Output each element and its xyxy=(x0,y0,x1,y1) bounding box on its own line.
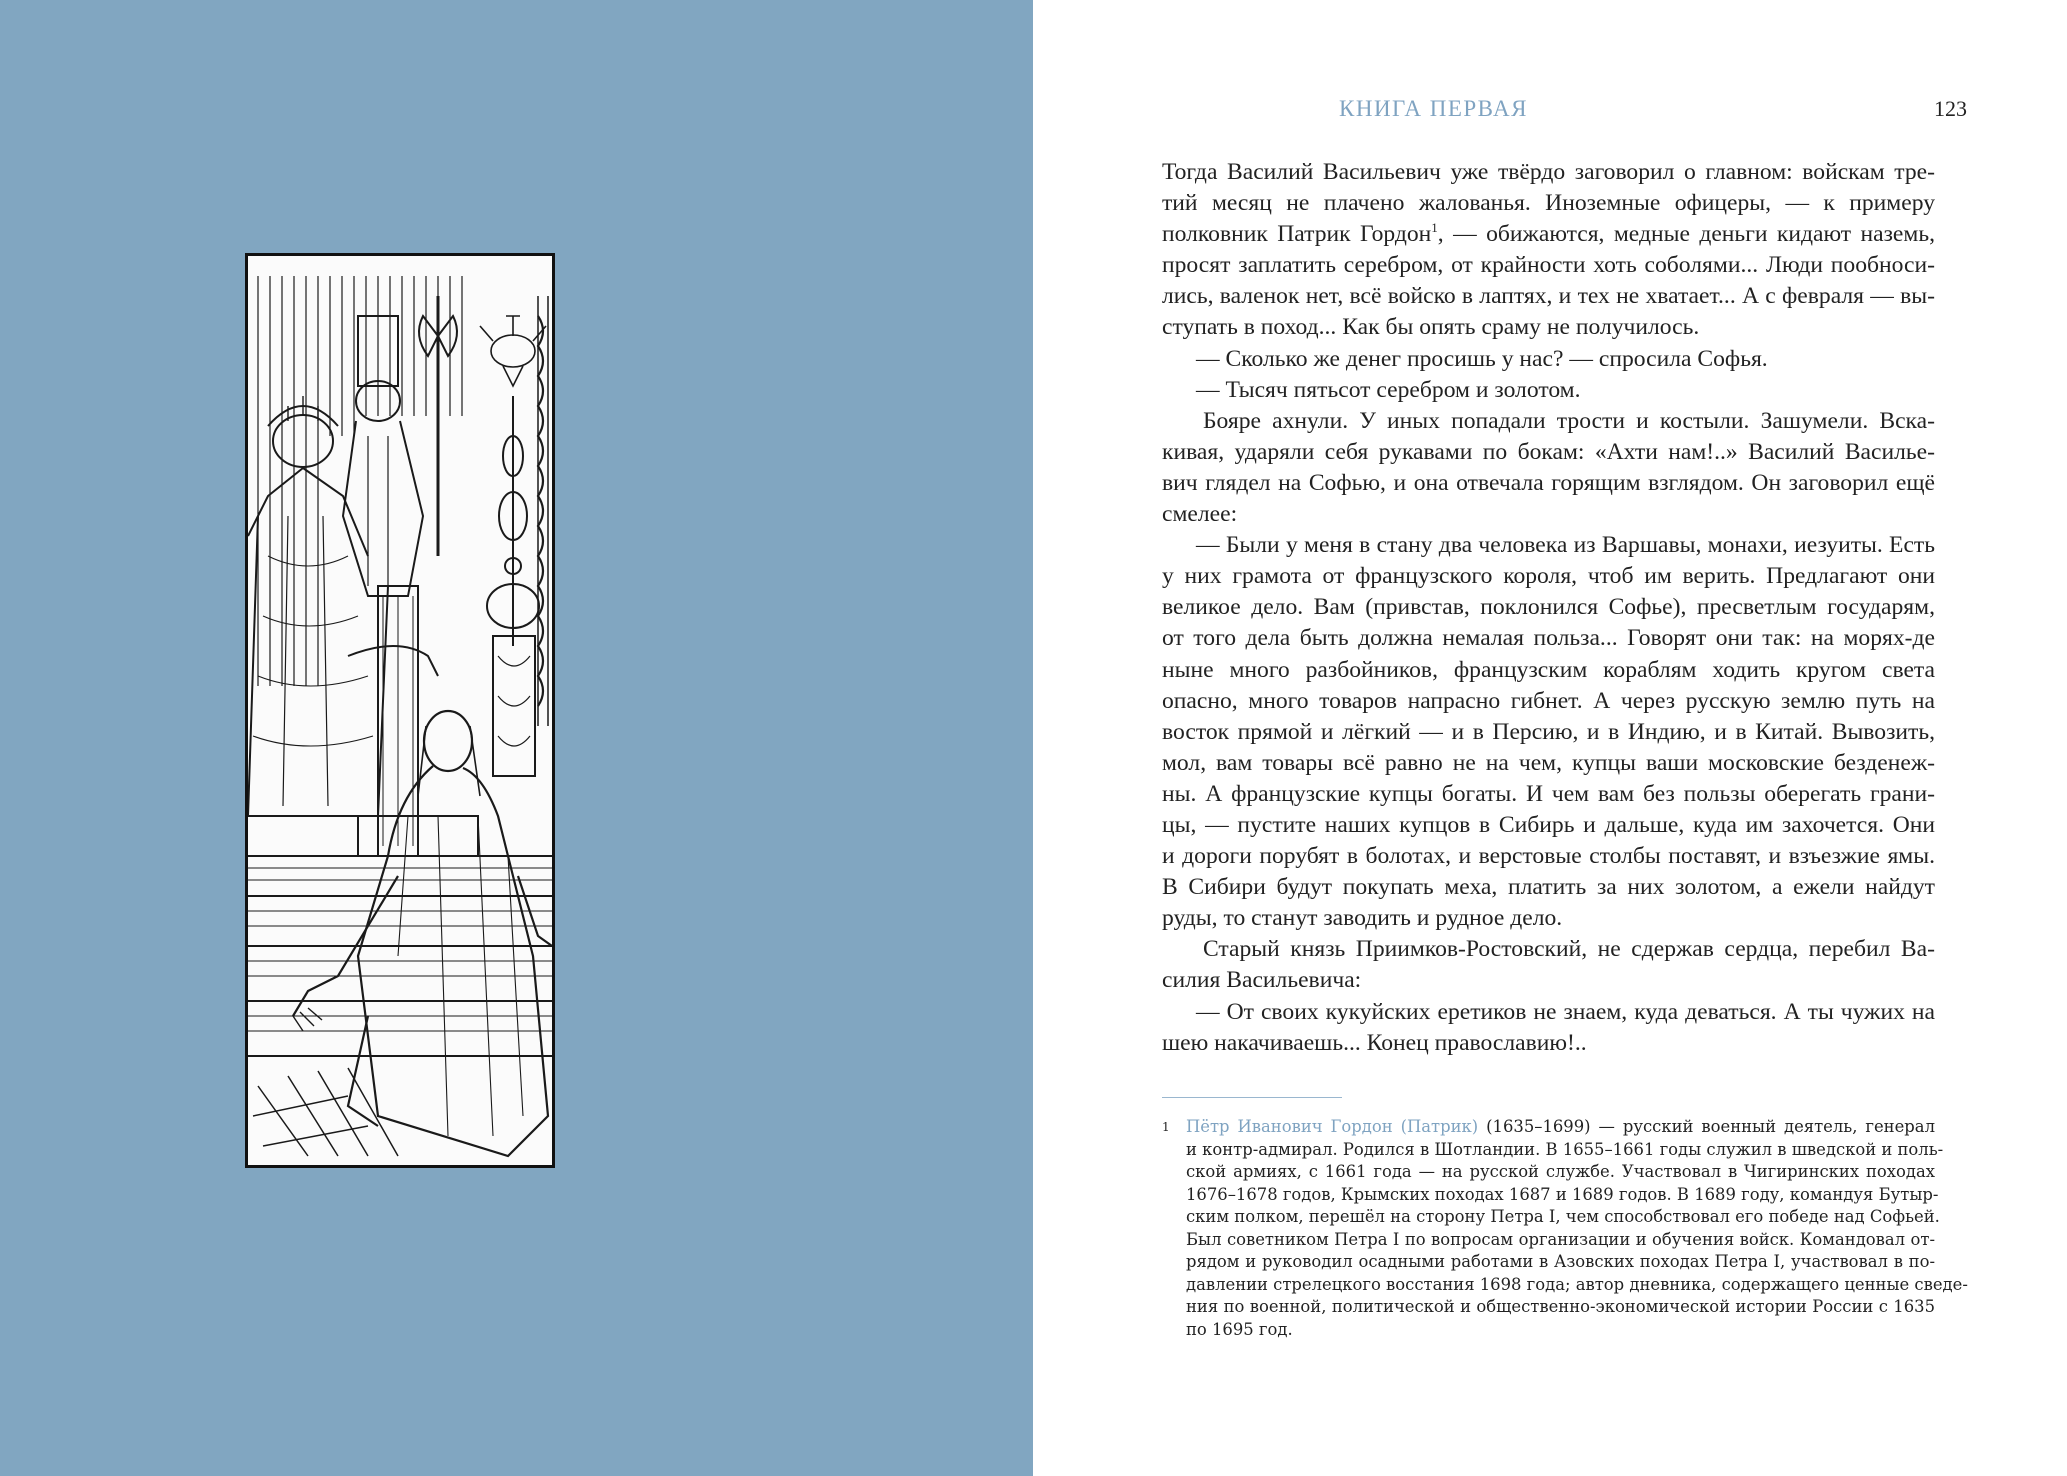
text-line: Тогда Василий Васильевич уже твёрдо заговорил о главном: войскам тре- xyxy=(1162,159,1935,185)
text-line: опасно, много товаров напрасно гибнет. А через русскую землю путь на xyxy=(1162,687,1935,714)
engraving-illustration-icon xyxy=(248,256,552,1165)
text-line: шею накачиваешь... Конец православию!.. xyxy=(1162,1029,1587,1056)
text-line: мол, вам товары всё равно не на чем, купцы ваши московские безденеж- xyxy=(1162,749,1935,776)
page-number: 123 xyxy=(1934,96,1967,121)
text-fragment: , — обижаются, медные деньги кидают наземь, xyxy=(1437,221,1935,248)
text-fragment: полковник Патрик Гордон xyxy=(1162,221,1432,248)
text-line: у них грамота от французского короля, чтоб им верить. Предлагают они xyxy=(1162,563,1935,590)
body-text xyxy=(1162,157,1935,1059)
text-line: смелее: xyxy=(1162,501,1238,528)
footnote-divider xyxy=(1162,1097,1342,1098)
text-line: — От своих кукуйских еретиков не знаем, куда деваться. А ты чужих на xyxy=(1196,998,1935,1025)
text-line: — Были у меня в стану два человека из Варшавы, монахи, иезуиты. Есть xyxy=(1196,532,1935,559)
footnote-line: Был советником Петра I по вопросам организации и обучения войск. Командовал от- xyxy=(1186,1229,1935,1249)
text-line: лись, валенок нет, всё войско в лаптях, и тех не хватает... А с февраля — вы- xyxy=(1162,283,1935,310)
footnote-line: 1676–1678 годов, Крымских походах 1687 и 1689 годов. В 1689 году, командуя Бутыр- xyxy=(1186,1184,1939,1204)
running-head: КНИГА ПЕРВАЯ xyxy=(1339,96,1529,121)
footnote-line: и контр-адмирал. Родился в Шотландии. В 1655–1661 годы служил в шведской и поль- xyxy=(1186,1139,1944,1159)
text-line: кивая, ударяли себя рукавами по бокам: «Ахти нам!..» Василий Василье- xyxy=(1162,438,1935,465)
right-page xyxy=(1033,0,2067,1476)
text-line: ныне много разбойников, французским кораблям ходить кругом света xyxy=(1162,656,1935,683)
text-line: В Сибири будут покупать меха, платить за них золотом, а ежели найдут xyxy=(1162,874,1935,901)
footnote-line: давлении стрелецкого восстания 1698 года; автор дневника, содержащего ценные сведе- xyxy=(1186,1274,1968,1294)
text-line-with-footnote-ref xyxy=(1162,219,1935,250)
text-line: — Тысяч пятьсот серебром и золотом. xyxy=(1196,376,1581,403)
left-page xyxy=(0,0,1033,1476)
text-line: великое дело. Вам (привстав, поклонился Софье), пресветлым государям, xyxy=(1162,594,1935,621)
footnote-reference[interactable]: 1 xyxy=(1431,220,1438,236)
text-line: Старый князь Приимков-Ростовский, не сдержав сердца, перебил Ва- xyxy=(1203,936,1935,963)
text-line: руды, то станут заводить и рудное дело. xyxy=(1162,905,1563,932)
text-line: восток прямой и лёгкий — и в Персию, и в Индию, и в Китай. Вывозить, xyxy=(1162,718,1935,745)
footnote-line: рядом и руководил осадными работами в Азовских походах Петра I, участвовал в по- xyxy=(1186,1252,1935,1271)
text-fragment: (1635–1699) — русский военный деятель, генерал xyxy=(1478,1117,1935,1136)
text-line: силия Васильевича: xyxy=(1162,967,1362,994)
footnote-line: ской армиях, с 1661 года — на русской службе. Участвовал в Чигиринских походах xyxy=(1186,1162,1935,1181)
footnote-line: ским полком, перешёл на сторону Петра I, чем способствовал его победе над Софьей. xyxy=(1186,1207,1940,1226)
footnote-line xyxy=(1186,1116,1935,1139)
text-line: тий месяц не плачено жалованья. Иноземные офицеры, — к примеру xyxy=(1162,190,1935,217)
footnote-line: по 1695 год. xyxy=(1186,1319,1293,1339)
text-line: и дороги порубят в болотах, и верстовые столбы поставят, и взъезжие ямы. xyxy=(1162,843,1935,870)
text-line: от того дела быть должна немалая польза... Говорят они так: на морях-де xyxy=(1162,625,1935,652)
text-line: ны. А французские купцы богаты. И чем вам без пользы оберегать грани- xyxy=(1162,780,1935,807)
footnote-person-name[interactable]: Пётр Иванович Гордон (Патрик) xyxy=(1186,1117,1479,1136)
footnote-mark: 1 xyxy=(1162,1120,1170,1134)
text-line: ступать в поход... Как бы опять сраму не получилось. xyxy=(1162,314,1700,341)
text-line: вич глядел на Софью, и она отвечала горящим взглядом. Он заговорил ещё xyxy=(1162,469,1935,496)
footnote-body xyxy=(1186,1116,1968,1341)
text-line: — Сколько же денег просишь у нас? — спросила Софья. xyxy=(1196,345,1768,372)
book-illustration xyxy=(245,253,555,1168)
text-line: Бояре ахнули. У иных попадали трости и костыли. Зашумели. Вска- xyxy=(1203,407,1935,434)
text-line: просят заплатить серебром, от крайности хоть соболями... Люди пообноси- xyxy=(1162,252,1935,279)
text-line: цы, — пустите наших купцов в Сибирь и дальше, куда им захочется. Они xyxy=(1162,811,1935,838)
footnote-line: ния по военной, политической и общественно-экономической истории России с 1635 xyxy=(1186,1297,1935,1316)
footnote xyxy=(1162,1116,1968,1341)
